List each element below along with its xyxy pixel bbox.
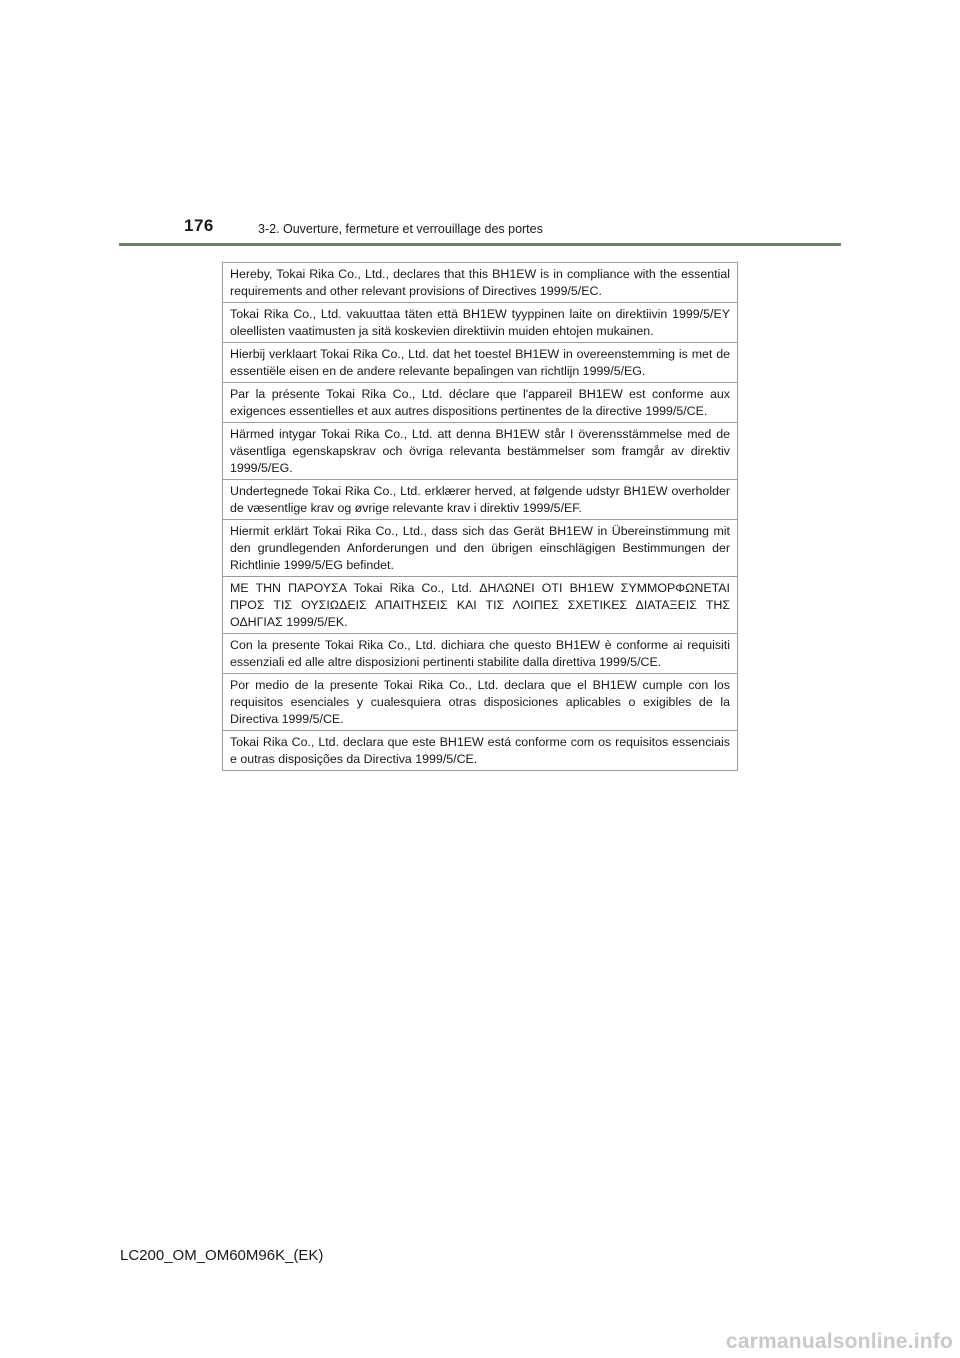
declaration-row-greek: ΜΕ ΤΗΝ ΠΑΡΟΥΣΑ Tokai Rika Co., Ltd. ΔΗΛΩΝΕΙ ΟΤΙ BH1EW ΣΥΜΜΟΡΦΩΝΕΤΑΙ ΠΡΟΣ ΤΙΣ ΟΥΣΙΩΔΕΙΣ ΑΠΑΙΤΗΣΕΙΣ ΚΑΙ ΤΙΣ ΛΟΙΠΕΣ ΣΧΕΤΙΚΕΣ ΔΙΑΤΑΞΕΙΣ ΤΗΣ ΟΔΗΓΙΑΣ 1999/5/ΕΚ. [223,576,737,633]
declaration-row-italian: Con la presente Tokai Rika Co., Ltd. dichiara che questo BH1EW è conforme ai requisiti essenziali ed alle altre disposizioni pertinenti stabilite dalla direttiva 1999/5/CE. [223,633,737,673]
page-number: 176 [184,216,214,235]
document-code: LC200_OM_OM60M96K_(EK) [120,1247,324,1264]
header-rule [119,243,841,246]
section-title: 3-2. Ouverture, fermeture et verrouillage des portes [258,222,543,236]
declaration-row-portuguese: Tokai Rika Co., Ltd. declara que este BH1EW está conforme com os requisitos essenciais e outras disposições da Directiva 1999/5/CE. [223,730,737,770]
declaration-row-french: Par la présente Tokai Rika Co., Ltd. déclare que l'appareil BH1EW est conforme aux exigences essentielles et aux autres dispositions pertinentes de la directive 1999/5/CE. [223,382,737,422]
declaration-table [222,262,738,771]
declaration-row-german: Hiermit erklärt Tokai Rika Co., Ltd., dass sich das Gerät BH1EW in Übereinstimmung mit den grundlegenden Anforderungen und den übrigen einschlägigen Bestimmungen der Richtlinie 1999/5/EG befindet. [223,519,737,576]
declaration-row-danish: Undertegnede Tokai Rika Co., Ltd. erklærer herved, at følgende udstyr BH1EW overholder de væsentlige krav og øvrige relevante krav i direktiv 1999/5/EF. [223,479,737,519]
declaration-row-dutch: Hierbij verklaart Tokai Rika Co., Ltd. dat het toestel BH1EW in overeenstemming is met de essentiële eisen en de andere relevante bepalingen van richtlijn 1999/5/EG. [223,342,737,382]
declaration-row-finnish: Tokai Rika Co., Ltd. vakuuttaa täten että BH1EW tyyppinen laite on direktiivin 1999/5/EY oleellisten vaatimusten ja sitä koskevien direktiivin muiden ehtojen mukainen. [223,302,737,342]
declaration-row-spanish: Por medio de la presente Tokai Rika Co., Ltd. declara que el BH1EW cumple con los requisitos esenciales y cualesquiera otras disposiciones aplicables o exigibles de la Directiva 1999/5/CE. [223,673,737,730]
declaration-row-english: Hereby, Tokai Rika Co., Ltd., declares that this BH1EW is in compliance with the essential requirements and other relevant provisions of Directives 1999/5/EC. [230,267,730,298]
declaration-row-swedish: Härmed intygar Tokai Rika Co., Ltd. att denna BH1EW står I överensstämmelse med de väsentliga egenskapskrav och övriga relevanta bestämmelser som framgår av direktiv 1999/5/EG. [223,422,737,479]
site-watermark: carmanualsonline.info [725,1330,953,1353]
